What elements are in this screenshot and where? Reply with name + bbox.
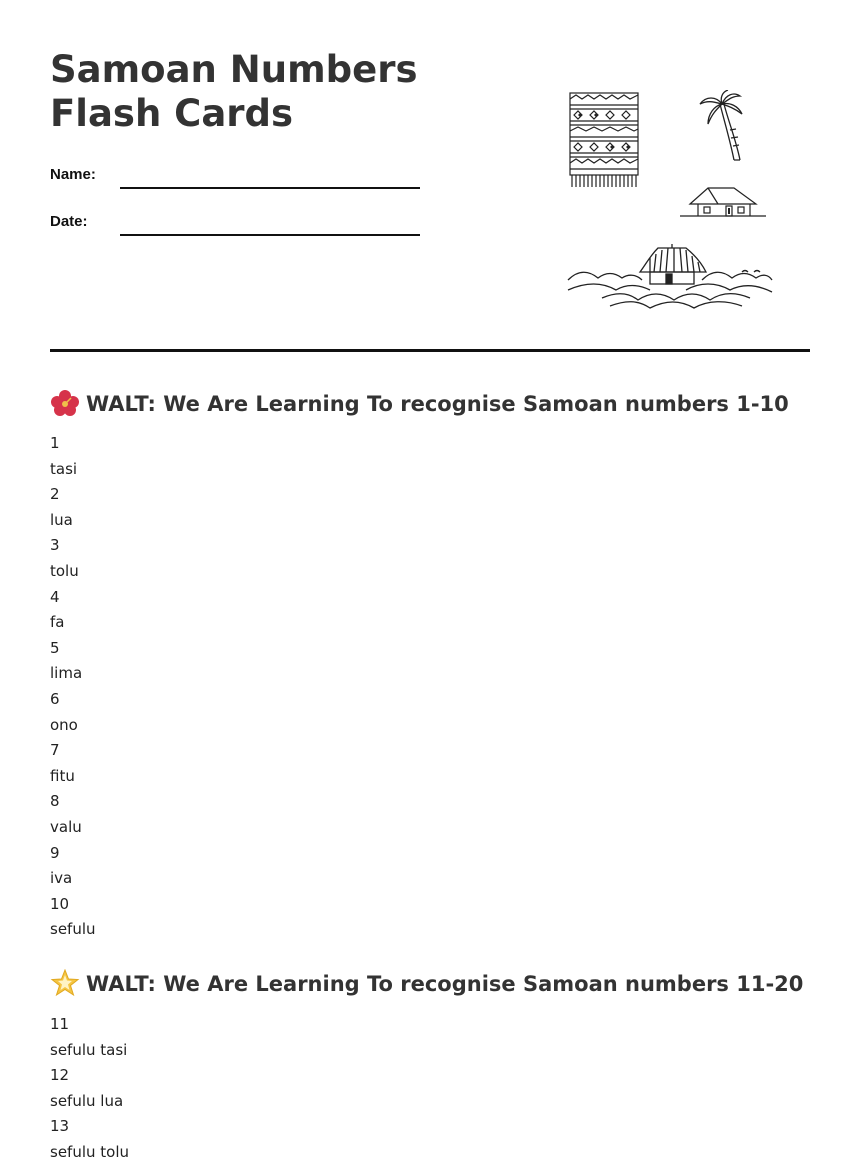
list-item: 10 bbox=[50, 894, 70, 913]
section-heading-1-10 bbox=[50, 389, 789, 418]
hibiscus-icon bbox=[50, 389, 80, 417]
list-item: 6 bbox=[50, 689, 60, 708]
palm-tree-illustration bbox=[696, 90, 746, 162]
name-label: Name: bbox=[50, 166, 96, 183]
section-heading-text: WALT: We Are Learning To recognise Samoan numbers 1-10 bbox=[86, 392, 789, 416]
name-field[interactable] bbox=[120, 187, 420, 189]
list-item: tasi bbox=[50, 459, 78, 478]
list-item: 8 bbox=[50, 792, 60, 811]
list-item: 2 bbox=[50, 485, 60, 504]
fale-on-water-illustration bbox=[566, 242, 774, 314]
date-field[interactable] bbox=[120, 234, 420, 236]
star-icon bbox=[50, 969, 80, 997]
list-item: ono bbox=[50, 715, 78, 734]
list-item: valu bbox=[50, 817, 82, 836]
tapa-cloth-illustration bbox=[568, 92, 642, 190]
list-item: lua bbox=[50, 510, 73, 529]
section-heading-11-20 bbox=[50, 969, 803, 998]
list-item: 7 bbox=[50, 741, 60, 760]
list-item: sefulu lua bbox=[50, 1091, 124, 1110]
house-illustration bbox=[678, 184, 768, 220]
list-item: fitu bbox=[50, 766, 75, 785]
list-item: tolu bbox=[50, 561, 79, 580]
list-item: 11 bbox=[50, 1015, 70, 1033]
number-list-1-10 bbox=[50, 431, 96, 943]
list-item: 1 bbox=[50, 434, 60, 452]
section-heading-text: WALT: We Are Learning To recognise Samoan numbers 11-20 bbox=[86, 972, 804, 996]
list-item: sefulu tolu bbox=[50, 1142, 130, 1161]
number-list-11-20 bbox=[50, 1012, 129, 1166]
list-item: 9 bbox=[50, 843, 60, 862]
list-item: 5 bbox=[50, 638, 60, 657]
header-divider bbox=[50, 349, 810, 352]
date-label: Date: bbox=[50, 213, 88, 230]
list-item: sefulu tasi bbox=[50, 1040, 128, 1059]
list-item: 4 bbox=[50, 587, 60, 606]
list-item: iva bbox=[50, 869, 73, 888]
list-item: 13 bbox=[50, 1117, 70, 1136]
list-item: sefulu bbox=[50, 920, 96, 939]
list-item: 3 bbox=[50, 536, 60, 555]
list-item: lima bbox=[50, 664, 83, 683]
page-title: Samoan Numbers Flash Cards bbox=[50, 48, 418, 135]
list-item: 12 bbox=[50, 1066, 70, 1085]
list-item: fa bbox=[50, 613, 65, 632]
